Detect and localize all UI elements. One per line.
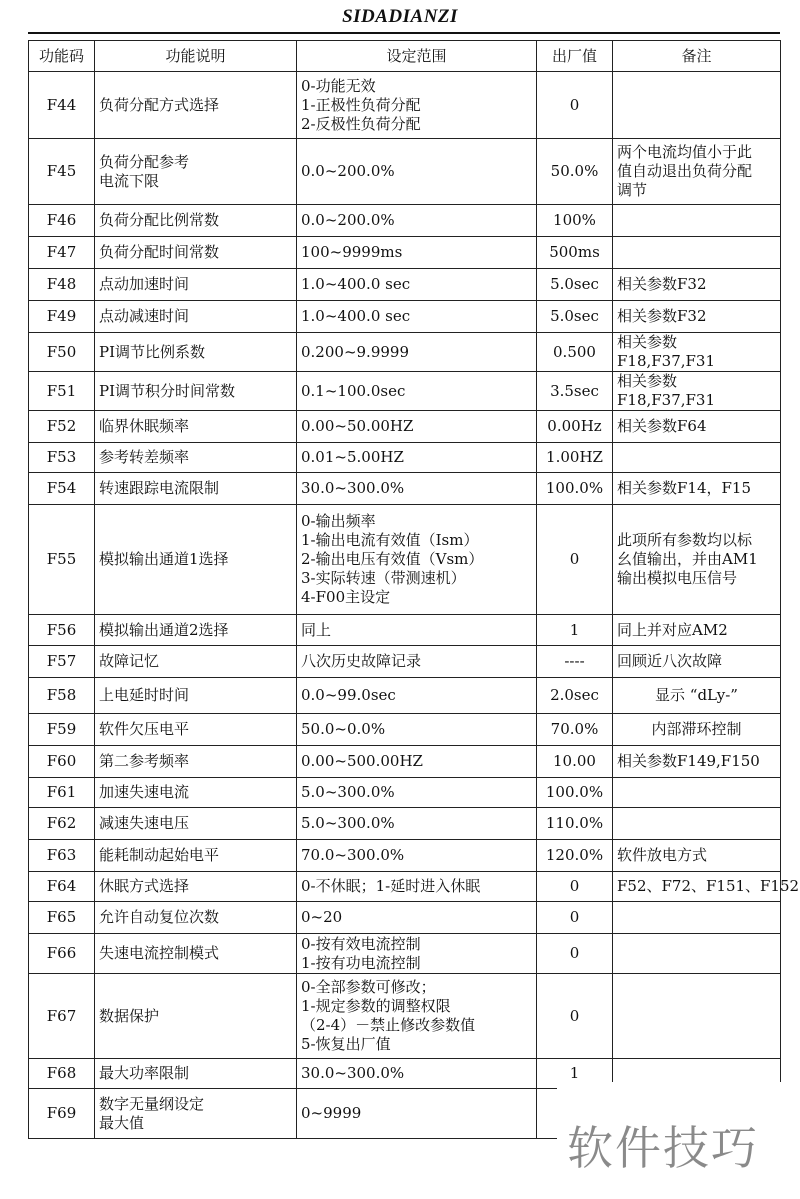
param-description-cell-line: 第二参考频率: [99, 752, 190, 770]
param-code-cell: F65: [29, 902, 95, 934]
param-code-cell: F61: [29, 778, 95, 808]
param-note-cell: [613, 372, 781, 411]
param-range-cell: [297, 934, 537, 974]
table-row: [29, 505, 781, 615]
param-range-cell-line: 0-不休眠；1-延时进入休眠: [301, 877, 481, 895]
param-range-cell-line: 4-F00主设定: [301, 588, 391, 606]
param-range-cell-line: 3-实际转速（带测速机）: [301, 569, 466, 587]
param-default-cell: 0: [537, 974, 613, 1059]
param-description-cell-line: 软件欠压电平: [99, 720, 190, 738]
param-range-cell-line: 1-规定参数的调整权限: [301, 997, 451, 1015]
param-note-cell: [613, 505, 781, 615]
param-description-cell: [95, 808, 297, 840]
param-description-cell: [95, 205, 297, 237]
param-range-cell: [297, 411, 537, 443]
param-default-cell: 0: [537, 902, 613, 934]
param-description-cell: [95, 139, 297, 205]
param-description-cell-line: 点动减速时间: [99, 307, 190, 325]
param-description-cell: [95, 411, 297, 443]
param-code-cell: F60: [29, 746, 95, 778]
column-header-default: 出厂值: [537, 41, 613, 72]
param-code-cell: F47: [29, 237, 95, 269]
param-description-cell: [95, 443, 297, 473]
table-row: [29, 473, 781, 505]
table-row: [29, 72, 781, 139]
param-range-cell-line: 1-按有功电流控制: [301, 953, 421, 972]
param-range-cell-line: 0.0~99.0sec: [301, 686, 396, 704]
param-code-cell: F63: [29, 840, 95, 872]
param-note-cell-line: 幺值输出，并由AM1: [617, 550, 758, 568]
param-range-cell-line: 0-输出频率: [301, 512, 376, 530]
param-range-cell-line: 0.01~5.00HZ: [301, 448, 404, 466]
param-description-cell-line: 负荷分配时间常数: [99, 243, 220, 261]
param-code-cell: F56: [29, 615, 95, 646]
param-range-cell-line: 八次历史故障记录: [301, 652, 422, 670]
param-code-cell: F64: [29, 872, 95, 902]
param-description-cell: [95, 840, 297, 872]
param-range-cell-line: 1-正极性负荷分配: [301, 95, 421, 114]
param-note-cell-line: 值自动退出负荷分配: [617, 162, 753, 180]
param-range-cell-line: 0-功能无效: [301, 76, 376, 95]
table-row: [29, 778, 781, 808]
table-row: [29, 746, 781, 778]
param-description-cell-line: 最大值: [99, 1113, 145, 1132]
table-row: [29, 333, 781, 372]
param-default-cell: 5.0sec: [537, 269, 613, 301]
param-range-cell: [297, 443, 537, 473]
table-row: [29, 301, 781, 333]
param-default-cell: 70.0%: [537, 714, 613, 746]
column-header-description: 功能说明: [95, 41, 297, 72]
param-range-cell: [297, 1059, 537, 1089]
param-range-cell-line: 0.1~100.0sec: [301, 381, 406, 400]
parameter-table: [28, 40, 800, 1139]
param-description-cell: [95, 678, 297, 714]
param-description-cell-line: 数字无量纲设定: [99, 1094, 205, 1113]
param-description-cell-line: 模拟输出通道1选择: [99, 550, 229, 568]
param-range-cell: [297, 840, 537, 872]
param-default-cell: 500ms: [537, 237, 613, 269]
param-note-cell: [613, 333, 781, 372]
param-range-cell-line: 0.00~50.00HZ: [301, 417, 414, 435]
param-note-cell-line: 输出模拟电压信号: [617, 569, 738, 587]
param-default-cell: 0.00Hz: [537, 411, 613, 443]
param-default-cell: 0: [537, 872, 613, 902]
param-code-cell: F51: [29, 372, 95, 411]
param-note-cell-line: F52、F72、F151、F152: [617, 877, 800, 895]
param-note-cell: [613, 443, 781, 473]
column-header-code: 功能码: [29, 41, 95, 72]
param-range-cell: [297, 237, 537, 269]
param-note-cell: [613, 974, 781, 1059]
column-header-range: 设定范围: [297, 41, 537, 72]
param-note-cell-line: 此项所有参数均以标: [617, 531, 753, 549]
param-note-cell: [613, 301, 781, 333]
param-default-cell: 0: [537, 505, 613, 615]
param-note-cell: [613, 714, 781, 746]
param-note-cell: [613, 473, 781, 505]
param-description-cell: [95, 333, 297, 372]
param-description-cell-line: 允许自动复位次数: [99, 908, 220, 926]
param-note-cell-line: F18,F37,F31: [617, 352, 716, 370]
table-row: [29, 678, 781, 714]
param-range-cell-line: 100~9999ms: [301, 243, 403, 261]
param-range-cell-line: 30.0~300.0%: [301, 1064, 405, 1082]
param-description-cell: [95, 778, 297, 808]
param-note-cell: [613, 746, 781, 778]
param-range-cell-line: 5.0~300.0%: [301, 783, 395, 801]
param-description-cell-line: 转速跟踪电流限制: [99, 479, 220, 497]
table-row: [29, 840, 781, 872]
param-note-cell-line: 相关参数F32: [617, 275, 707, 293]
param-description-cell: [95, 505, 297, 615]
param-range-cell: [297, 714, 537, 746]
param-default-cell: 1.00HZ: [537, 443, 613, 473]
param-range-cell-line: 2-输出电压有效值（Vsm）: [301, 550, 484, 568]
param-range-cell-line: 0~9999: [301, 1104, 362, 1122]
param-default-cell: 100%: [537, 205, 613, 237]
param-range-cell-line: 1.0~400.0 sec: [301, 275, 411, 293]
param-description-cell: [95, 269, 297, 301]
param-description-cell: [95, 237, 297, 269]
param-note-cell-line: 同上并对应AM2: [617, 620, 728, 639]
param-note-cell-line: 相关参数: [617, 333, 678, 351]
param-description-cell-line: 临界休眠频率: [99, 417, 190, 435]
param-code-cell: F54: [29, 473, 95, 505]
param-default-cell: 0: [537, 72, 613, 139]
param-note-cell: [613, 808, 781, 840]
param-description-cell-line: PI调节积分时间常数: [99, 381, 236, 400]
param-range-cell: [297, 872, 537, 902]
param-code-cell: F58: [29, 678, 95, 714]
param-range-cell: [297, 473, 537, 505]
param-default-cell: 120.0%: [537, 840, 613, 872]
param-range-cell-line: 30.0~300.0%: [301, 479, 405, 497]
param-default-cell: 100.0%: [537, 473, 613, 505]
param-range-cell: [297, 646, 537, 678]
param-range-cell-line: 1-输出电流有效值（Ism）: [301, 531, 479, 549]
param-range-cell-line: 0~20: [301, 908, 343, 926]
param-code-cell: F62: [29, 808, 95, 840]
param-description-cell-line: 最大功率限制: [99, 1064, 190, 1082]
param-default-cell: 0.500: [537, 333, 613, 372]
param-description-cell-line: 故障记忆: [99, 652, 160, 670]
param-code-cell: F49: [29, 301, 95, 333]
param-default-cell: 1: [537, 1059, 613, 1089]
table-row: [29, 443, 781, 473]
param-code-cell: F59: [29, 714, 95, 746]
param-note-cell: [613, 615, 781, 646]
param-code-cell: F66: [29, 934, 95, 974]
param-description-cell-line: 电流下限: [99, 171, 160, 190]
param-note-cell: [613, 269, 781, 301]
param-code-cell: F53: [29, 443, 95, 473]
param-range-cell-line: 5-恢复出厂值: [301, 1035, 391, 1053]
param-note-cell: [613, 840, 781, 872]
param-note-cell: [613, 72, 781, 139]
param-code-cell: F67: [29, 974, 95, 1059]
table-row: [29, 237, 781, 269]
table-row: [29, 139, 781, 205]
param-range-cell: [297, 301, 537, 333]
param-description-cell: [95, 646, 297, 678]
param-description-cell: [95, 72, 297, 139]
param-note-cell-line: 回顾近八次故障: [617, 652, 723, 670]
param-code-cell: F46: [29, 205, 95, 237]
table-row: [29, 372, 781, 411]
param-range-cell: [297, 974, 537, 1059]
param-description-cell-line: 休眠方式选择: [99, 877, 190, 895]
param-description-cell-line: 失速电流控制模式: [99, 944, 220, 962]
param-description-cell-line: 能耗制动起始电平: [99, 846, 220, 864]
table-row: [29, 646, 781, 678]
param-note-cell-line: F18,F37,F31: [617, 391, 716, 409]
param-note-cell: [613, 872, 800, 902]
param-range-cell: [297, 1089, 537, 1139]
param-note-cell-line: 相关参数F32: [617, 307, 707, 325]
param-description-cell-line: 负荷分配方式选择: [99, 95, 220, 114]
param-default-cell: 3.5sec: [537, 372, 613, 411]
param-range-cell-line: 0.00~500.00HZ: [301, 752, 423, 770]
param-description-cell: [95, 934, 297, 974]
param-default-cell: ----: [537, 646, 613, 678]
param-range-cell-line: 0.0~200.0%: [301, 211, 395, 229]
param-description-cell-line: PI调节比例系数: [99, 342, 206, 361]
param-description-cell-line: 参考转差频率: [99, 448, 190, 466]
param-default-cell: 1: [537, 615, 613, 646]
param-code-cell: F50: [29, 333, 95, 372]
param-range-cell: [297, 778, 537, 808]
param-description-cell-line: 负荷分配比例常数: [99, 211, 220, 229]
param-range-cell: [297, 139, 537, 205]
param-range-cell: [297, 205, 537, 237]
param-description-cell: [95, 473, 297, 505]
param-range-cell: [297, 808, 537, 840]
table-row: [29, 808, 781, 840]
param-note-cell: [613, 678, 781, 714]
param-default-cell: 10.00: [537, 746, 613, 778]
param-description-cell-line: 数据保护: [99, 1006, 160, 1025]
param-note-cell-line: 相关参数: [617, 372, 678, 390]
param-default-cell: 100.0%: [537, 778, 613, 808]
param-range-cell: [297, 678, 537, 714]
param-description-cell: [95, 902, 297, 934]
column-header-note: 备注: [613, 41, 781, 72]
param-range-cell-line: 70.0~300.0%: [301, 846, 405, 864]
param-range-cell: [297, 269, 537, 301]
table-row: [29, 872, 781, 902]
param-code-cell: F69: [29, 1089, 95, 1139]
watermark: [557, 1082, 800, 1199]
table-row: [29, 205, 781, 237]
param-note-cell: [613, 237, 781, 269]
param-range-cell-line: 50.0~0.0%: [301, 720, 386, 738]
table-row: [29, 934, 781, 974]
param-range-cell-line: 0-按有效电流控制: [301, 934, 421, 953]
param-default-cell: 50.0%: [537, 139, 613, 205]
param-range-cell-line: 同上: [301, 620, 332, 639]
param-range-cell-line: 5.0~300.0%: [301, 814, 395, 832]
param-note-cell: [613, 139, 781, 205]
param-range-cell: [297, 72, 537, 139]
param-range-cell-line: （2-4）－禁止修改参数值: [301, 1016, 476, 1034]
param-description-cell-line: 负荷分配参考: [99, 152, 190, 171]
param-range-cell: [297, 746, 537, 778]
table-header-row: [29, 41, 781, 72]
table-row: [29, 615, 781, 646]
param-range-cell-line: 2-反极性负荷分配: [301, 114, 421, 133]
param-description-cell: [95, 615, 297, 646]
table-row: [29, 714, 781, 746]
param-description-cell: [95, 301, 297, 333]
param-note-cell: [613, 205, 781, 237]
param-note-cell-line: 调节: [617, 181, 648, 199]
param-description-cell-line: 点动加速时间: [99, 275, 190, 293]
table-row: [29, 974, 781, 1059]
table-row: [29, 269, 781, 301]
watermark-text: 软件技巧: [567, 1121, 759, 1175]
table-row: [29, 902, 781, 934]
param-range-cell: [297, 615, 537, 646]
param-default-cell: 2.0sec: [537, 678, 613, 714]
param-range-cell: [297, 333, 537, 372]
param-default-cell: 110.0%: [537, 808, 613, 840]
table-row: [29, 411, 781, 443]
param-note-cell-line: 相关参数F64: [617, 417, 707, 435]
param-code-cell: F55: [29, 505, 95, 615]
param-description-cell: [95, 1059, 297, 1089]
param-description-cell-line: 减速失速电压: [99, 814, 190, 832]
param-range-cell: [297, 902, 537, 934]
param-code-cell: F48: [29, 269, 95, 301]
header-rule: [28, 32, 780, 34]
param-range-cell-line: 1.0~400.0 sec: [301, 307, 411, 325]
param-code-cell: F52: [29, 411, 95, 443]
param-description-cell-line: 加速失速电流: [99, 783, 190, 801]
param-code-cell: F57: [29, 646, 95, 678]
param-code-cell: F44: [29, 72, 95, 139]
param-note-cell-line: 软件放电方式: [617, 846, 708, 864]
param-description-cell-line: 模拟输出通道2选择: [99, 620, 229, 639]
param-range-cell-line: 0.200~9.9999: [301, 342, 409, 361]
param-description-cell: [95, 714, 297, 746]
param-note-cell: [613, 934, 781, 974]
param-note-cell: [613, 902, 781, 934]
param-code-cell: F45: [29, 139, 95, 205]
param-description-cell-line: 上电延时时间: [99, 686, 190, 704]
param-note-cell-line: 相关参数F14，F15: [617, 479, 751, 497]
param-note-cell: [613, 411, 781, 443]
param-description-cell: [95, 1089, 297, 1139]
document-header: SIDADIANZI: [342, 6, 458, 27]
param-note-cell: [613, 646, 781, 678]
param-default-cell: 5.0sec: [537, 301, 613, 333]
param-range-cell: [297, 372, 537, 411]
param-range-cell-line: 0-全部参数可修改；: [301, 978, 436, 996]
param-description-cell: [95, 974, 297, 1059]
param-note-cell-line: 显示 “dLy-”: [655, 686, 738, 704]
param-code-cell: F68: [29, 1059, 95, 1089]
param-description-cell: [95, 746, 297, 778]
param-note-cell-line: 相关参数F149,F150: [617, 752, 760, 770]
param-note-cell-line: 内部滞环控制: [651, 720, 742, 738]
param-note-cell-line: 两个电流均值小于此: [617, 143, 753, 161]
param-note-cell: [613, 778, 781, 808]
table-body: [29, 72, 800, 1139]
param-range-cell-line: 0.0~200.0%: [301, 162, 395, 180]
param-description-cell: [95, 372, 297, 411]
param-description-cell: [95, 872, 297, 902]
param-default-cell: 0: [537, 934, 613, 974]
param-range-cell: [297, 505, 537, 615]
